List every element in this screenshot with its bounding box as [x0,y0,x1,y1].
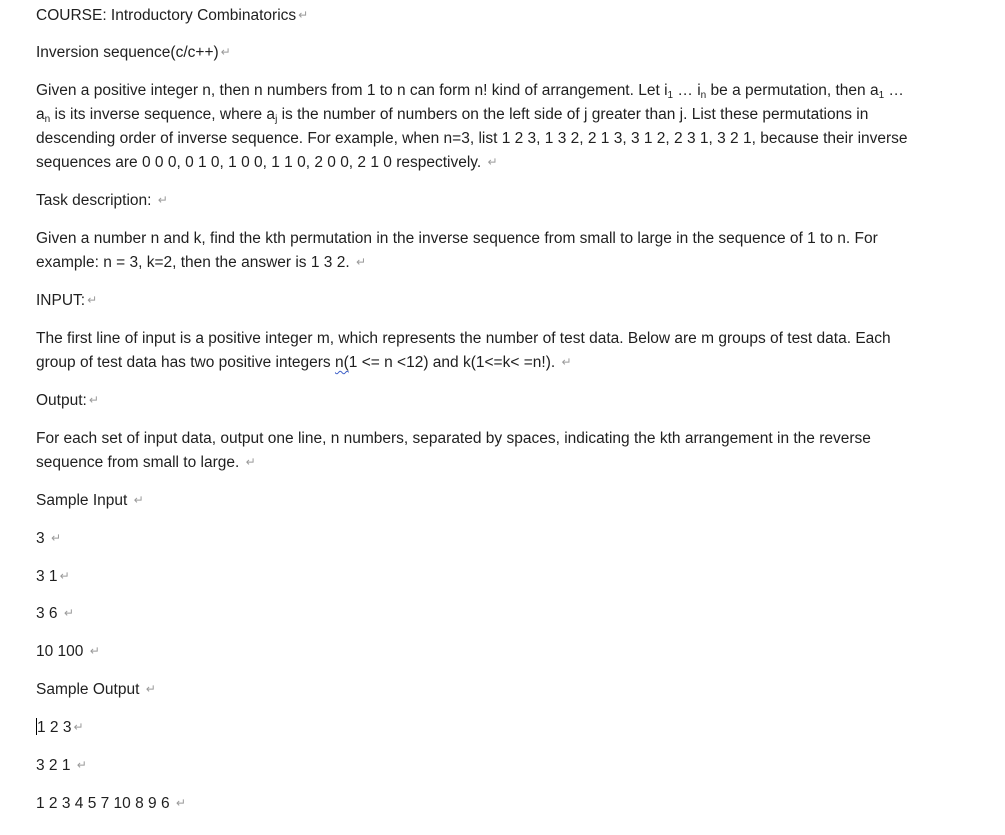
input-heading: INPUT: ↵ [36,292,98,309]
paragraph-mark-icon: ↵ [220,45,231,59]
intro-line-3: descending order of inverse sequence. For example, when n=3, list 1 2 3, 1 3 2, 2 1 3, 3 1 2, 2 3 1, 3 2 1, because their inverse [36,130,908,147]
sample-input-line: 3 ↵ [36,530,61,547]
input-line-2: group of test data has two positive integers n(1 <= n <12) and k(1<=k< =n!). ↵ [36,354,572,371]
paragraph-mark-icon: ↵ [50,531,61,545]
intro-line-4: sequences are 0 0 0, 0 1 0, 1 0 0, 1 1 0, 2 0 0, 2 1 0 respectively. ↵ [36,154,498,171]
paragraph-mark-icon: ↵ [175,796,186,810]
paragraph-mark-icon: ↵ [63,606,74,620]
input-line-1: The first line of input is a positive integer m, which represents the number of test data. Below are m groups of test data. Each [36,330,891,347]
paragraph-mark-icon: ↵ [298,8,309,22]
paragraph-mark-icon: ↵ [355,255,367,269]
intro-line-2: $a_n$ is its inverse sequence, where $a_j$ is the number of numbers on the left side of j greater than j. List these permutations in [36,106,869,125]
paragraph-mark-icon: ↵ [76,758,87,772]
task-heading: Task description: ↵ [36,192,168,209]
paragraph-mark-icon: ↵ [245,455,256,469]
sample-input-line: 3 1 ↵ [36,568,70,585]
sample-input-line: 10 100 ↵ [36,643,100,660]
output-line-1: For each set of input data, output one line, n numbers, separated by spaces, indicating the kth arrangement in the reverse [36,430,871,447]
sample-output-line: 3 2 1 ↵ [36,757,87,774]
paragraph-mark-icon: ↵ [561,355,572,369]
sample-output-line: 1 2 3 ↵ [37,719,84,736]
paragraph-mark-icon: ↵ [87,293,98,307]
output-line-2: sequence from small to large. ↵ [36,454,256,471]
problem-title: Inversion sequence(c/c++) ↵ [36,44,231,61]
sample-output-line: 1 2 3 4 5 7 10 8 9 6 ↵ [36,795,186,812]
paragraph-mark-icon: ↵ [73,720,84,734]
intro-line-1: Given a positive integer n, then n numbers from 1 to n can form n! kind of arrangement. Let $i_1$ … $i_n$ be a permutation, then $a_1$ … [36,82,904,101]
sample-input-heading: Sample Input ↵ [36,492,144,509]
task-line-1: Given a number n and k, find the kth permutation in the inverse sequence from small to large in the sequence of 1 to n. For [36,230,878,247]
sample-output-heading: Sample Output ↵ [36,681,156,698]
sample-input-line: 3 6 ↵ [36,605,74,622]
course-title: COURSE: Introductory Combinatorics ↵ [36,7,309,24]
spellcheck-underline[interactable]: n( [334,354,349,371]
paragraph-mark-icon: ↵ [157,193,168,207]
paragraph-mark-icon: ↵ [487,155,498,169]
paragraph-mark-icon: ↵ [88,393,99,407]
output-heading: Output: ↵ [36,392,99,409]
paragraph-mark-icon: ↵ [89,644,100,658]
paragraph-mark-icon: ↵ [145,682,156,696]
task-line-2: example: n = 3, k=2, then the answer is 1 3 2. ↵ [36,254,367,271]
paragraph-mark-icon: ↵ [133,493,144,507]
paragraph-mark-icon: ↵ [59,569,70,583]
